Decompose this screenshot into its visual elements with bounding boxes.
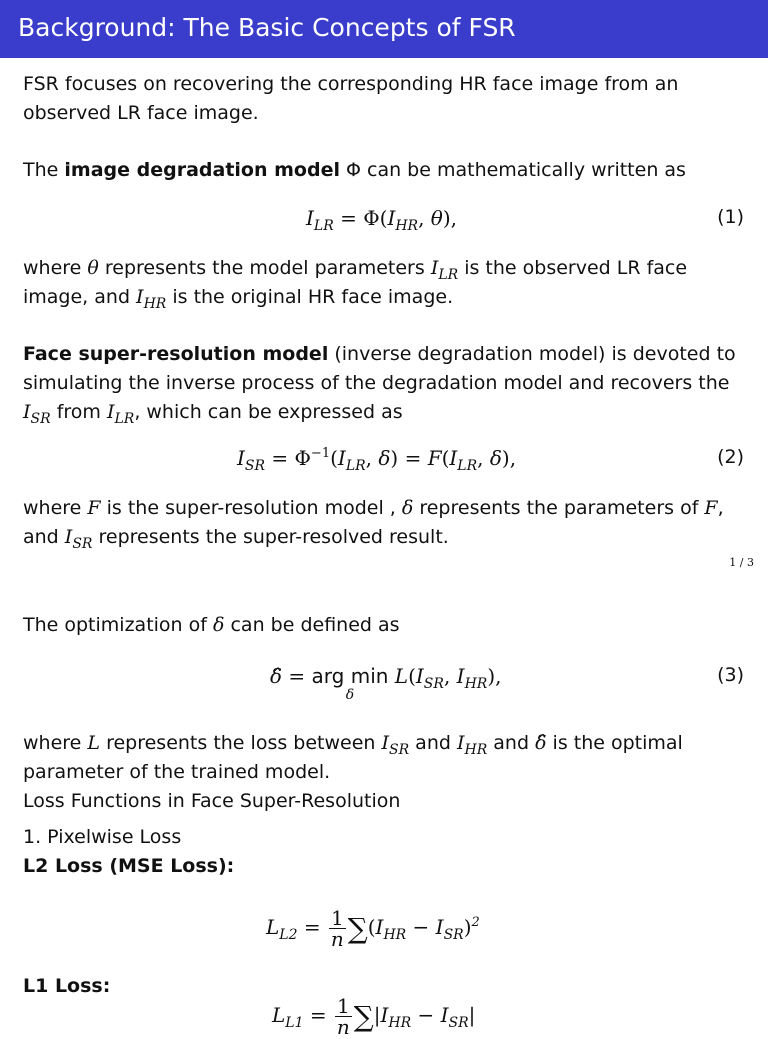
equation-l2: [0, 904, 768, 954]
text-fragment: represents the model parameters: [98, 257, 431, 279]
text-fragment: is the observed LR face: [458, 257, 688, 279]
text-fragment: is the super-resolution model ,: [100, 497, 402, 519]
loss-functions-heading: Loss Functions in Face Super-Resolution: [23, 790, 401, 812]
equation-2-number: (2): [717, 446, 744, 468]
degradation-sentence: [23, 156, 748, 185]
text-fragment: can be defined as: [224, 614, 400, 636]
sr-model-line-2: simulating the inverse process of the degradation model and recovers the: [23, 372, 730, 394]
text-fragment: The: [23, 159, 65, 181]
text-fragment: image, and: [23, 286, 137, 308]
bold-term: Face super-resolution model: [23, 343, 329, 365]
pixelwise-loss-heading: 1. Pixelwise Loss: [23, 826, 182, 848]
text-fragment: represents the loss between: [100, 732, 382, 754]
sr-model-paragraph: Face super-resolution model (inverse degradation model) is devoted to simulating the inverse process of the degradation model and recovers the $I_{SR}$ from $I_{LR}$, which can be expressed as: [23, 340, 748, 427]
text-fragment: where: [23, 732, 88, 754]
text-fragment: from: [50, 401, 107, 423]
l2-loss-heading: L2 Loss (MSE Loss):: [23, 855, 235, 877]
text-fragment: and: [23, 526, 65, 548]
equation-1: [0, 202, 768, 236]
l1-loss-heading: L1 Loss:: [23, 975, 111, 997]
bold-term: image degradation model: [64, 159, 340, 181]
equation-l1: [0, 994, 768, 1039]
text-fragment: , which can be expressed as: [134, 401, 403, 423]
equation-3-body: δ̂ = arg min δ $L(I_{SR}$, $I_{HR}$),: [270, 664, 502, 703]
equation-3: [0, 660, 768, 708]
where-paragraph-1: where θ represents the model parameters $I_{LR}$ is the observed LR face image, and $I_{HR}$ is the original HR face image.: [23, 257, 688, 312]
where-3-line-2: parameter of the trained model.: [23, 761, 331, 783]
text-fragment: where: [23, 257, 88, 279]
where-paragraph-2: where F is the super-resolution model , δ represents the parameters of F, and $I_{SR}$ represents the super-resolved result.: [23, 497, 724, 552]
text-fragment: and: [409, 732, 457, 754]
slide-title: Background: The Basic Concepts of FSR: [18, 13, 516, 42]
equation-l2-body: $L_{L2}$ = $\frac{1}{n}$ $\sum(I_{HR} - I_{SR})^2$: [266, 906, 480, 951]
equation-2: [0, 442, 768, 476]
text-fragment: ,: [717, 497, 724, 519]
text-fragment: where: [23, 497, 88, 519]
intro-line-2: observed LR face image.: [23, 102, 259, 124]
page-number: 1 / 3: [729, 556, 754, 569]
text-fragment: and: [487, 732, 536, 754]
text-fragment: represents the super-resolved result.: [92, 526, 449, 548]
optimization-sentence: The optimization of δ can be defined as: [23, 614, 400, 636]
text-fragment: Φ can be mathematically written as: [339, 159, 686, 181]
text-fragment: is the optimal: [546, 732, 683, 754]
slide-title-bar: [0, 0, 768, 58]
equation-l1-body: $L_{L1}$ = $\frac{1}{n}$ $\sum|I_{HR} - I_{SR}|$: [272, 994, 476, 1039]
text-fragment: represents the parameters of: [413, 497, 705, 519]
intro-line-1: FSR focuses on recovering the corresponding HR face image from an: [23, 73, 679, 95]
equation-1-body: $I_{LR} = \Phi(I_{HR}$, θ),: [306, 206, 458, 234]
equation-2-body: $I_{SR} = \Phi^{-1}(I_{LR}$, $\delta) = F(I_{LR}$, δ),: [237, 446, 517, 474]
pixelwise-section: [23, 823, 748, 881]
text-fragment: The optimization of: [23, 614, 213, 636]
equation-1-number: (1): [717, 206, 744, 228]
text-fragment: is the original HR face image.: [166, 286, 454, 308]
text-fragment: (inverse degradation model) is devoted to: [328, 343, 736, 365]
where-paragraph-3: where L represents the loss between $I_{SR}$ and $I_{HR}$ and δ̂ is the optimal parameter of the trained model. Loss Functions in Face Super-Resolution: [23, 729, 748, 816]
intro-paragraph: [23, 70, 748, 128]
equation-3-number: (3): [717, 664, 744, 686]
